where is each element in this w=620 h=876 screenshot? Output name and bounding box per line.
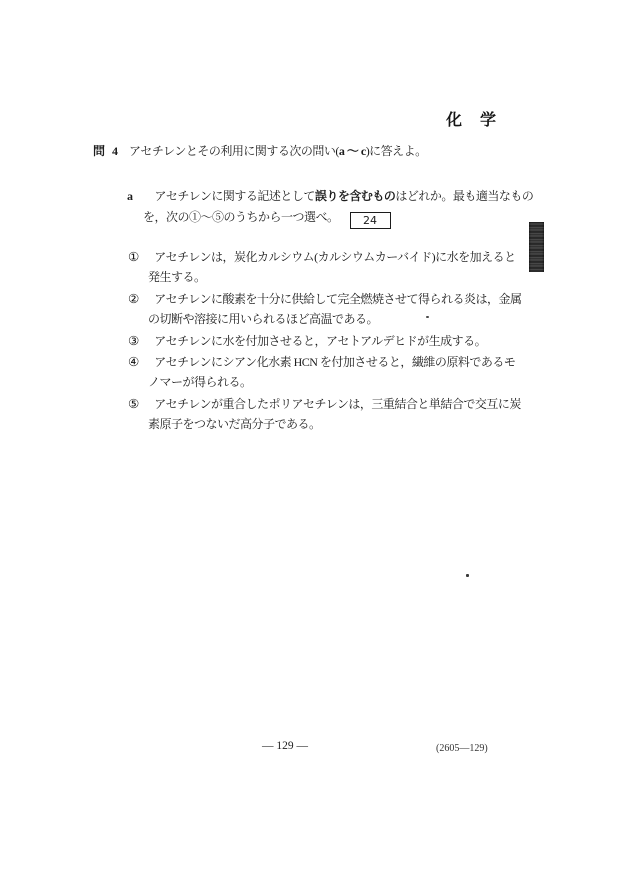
option-3 [128, 330, 548, 351]
option-4-line1 [128, 351, 548, 372]
question-text-pre: アセチレンとその利用に関する次の問い( [129, 144, 339, 158]
option-5-text: アセチレンが重合したポリアセチレンは，三重結合と単結合で交互に炭 [154, 397, 521, 411]
scan-speck-2 [466, 574, 469, 577]
option-5-number: ⑤ [128, 396, 140, 411]
option-2-line2: の切断や溶接に用いられるほど高温である。 [148, 312, 379, 326]
sub-question-bold-text: 誤りを含むもの [314, 189, 396, 203]
option-4-line2: ノマーが得られる。 [148, 375, 252, 389]
option-1-line2: 発生する。 [148, 270, 206, 284]
question-4 [93, 141, 553, 162]
option-1-text: アセチレンは，炭化カルシウム(カルシウムカーバイド)に水を加えると [154, 250, 516, 264]
option-3-text: アセチレンに水を付加させると，アセトアルデヒドが生成する。 [154, 334, 487, 348]
sub-question-line2 [143, 207, 547, 228]
option-5-line1 [128, 393, 548, 414]
sub-question-instruction: を，次の①～⑤のうちから一つ選べ。 [143, 210, 339, 224]
page-title: 化 学 [446, 112, 498, 129]
option-3-number: ③ [128, 333, 140, 348]
sub-question-line1 [127, 186, 547, 207]
option-5-line2: 素原子をつないだ高分子である。 [148, 417, 321, 431]
question-label: 問 4 [93, 144, 121, 158]
scan-speck-1 [426, 316, 429, 318]
option-4-number: ④ [128, 354, 140, 369]
sub-question-text-cont: はどれか。最も適当なもの [395, 189, 534, 203]
option-2-line1 [128, 288, 548, 309]
sub-question-text: アセチレンに関する記述として [154, 189, 315, 203]
option-1-line1 [128, 246, 548, 267]
option-2-number: ② [128, 291, 140, 306]
option-1 [128, 246, 548, 288]
option-3-line1 [128, 330, 548, 351]
sub-question-a [127, 186, 547, 228]
option-4-text: アセチレンにシアン化水素 HCN を付加させると，繊維の原料であるモ [154, 355, 516, 369]
option-5 [128, 393, 548, 435]
footer-page-number: — 129 — [262, 740, 308, 752]
sub-question-label: a [127, 189, 133, 203]
footer-document-code: (2605—129) [436, 743, 488, 754]
option-2 [128, 288, 548, 330]
options-list [128, 246, 548, 435]
side-binding-mark [529, 222, 544, 272]
option-1-number: ① [128, 249, 140, 264]
option-4 [128, 351, 548, 393]
answer-number-box: 24 [350, 212, 391, 229]
question-range: a ～ c [338, 144, 366, 158]
question-text-post: )に答えよ。 [365, 144, 427, 158]
option-2-text: アセチレンに酸素を十分に供給して完全燃焼させて得られる炎は，金属 [154, 292, 522, 306]
